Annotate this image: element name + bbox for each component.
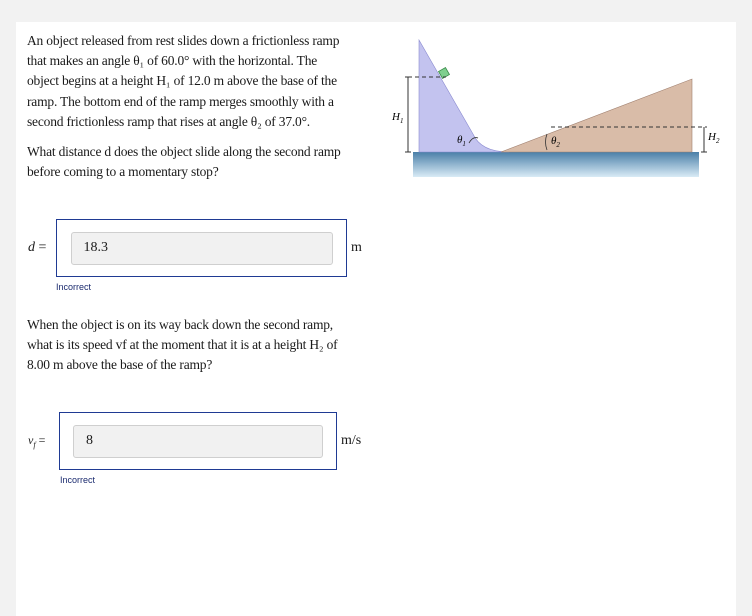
intro-line: second frictionless ramp that rises at angle θ₂ of 37.0°. (27, 113, 310, 129)
intro-line: ramp. The bottom end of the ramp merges smoothly with a (27, 93, 334, 109)
answer1-box (56, 219, 347, 277)
ramp-figure (391, 32, 720, 182)
distance-input[interactable] (71, 232, 333, 265)
question1-line: What distance d does the object slide along the second ramp (27, 144, 341, 160)
question2-line: what is its speed vf at the moment that it is at a height H₂ of (27, 337, 338, 353)
intro-line: that makes an angle θ₁ of 60.0° with the horizontal. The (27, 53, 318, 69)
answer1-unit: m (351, 240, 362, 255)
intro-line: object begins at a height H₁ of 12.0 m above the base of the (27, 73, 337, 89)
question2-statement (27, 315, 367, 376)
answer2-variable: $v_f$ = (28, 432, 46, 450)
question2-line: When the object is on its way back down the second ramp, (27, 317, 333, 332)
answer1-status: Incorrect (56, 282, 92, 292)
answer1-variable: d = (28, 240, 47, 255)
second-ramp (501, 79, 692, 152)
answer2-status: Incorrect (60, 475, 96, 485)
question2-line: 8.00 m above the base of the ramp? (27, 357, 213, 373)
question1-line: before coming to a momentary stop? (27, 164, 219, 180)
speed-input[interactable] (73, 425, 323, 458)
theta2-label: $\theta_2$ (551, 135, 560, 149)
theta1-label: $\theta_1$ (457, 134, 466, 148)
problem-statement (27, 31, 359, 182)
h1-label: $H_1$ (392, 111, 404, 125)
answer2-row (28, 412, 361, 470)
first-ramp (419, 40, 509, 152)
ground (413, 152, 699, 177)
answer2-box (59, 412, 337, 470)
h2-label: $H_2$ (708, 131, 720, 145)
answer2-unit: m/s (341, 433, 362, 448)
intro-line: An object released from rest slides down a frictionless ramp (27, 33, 340, 48)
answer1-row (28, 219, 362, 277)
question-card (16, 22, 736, 616)
